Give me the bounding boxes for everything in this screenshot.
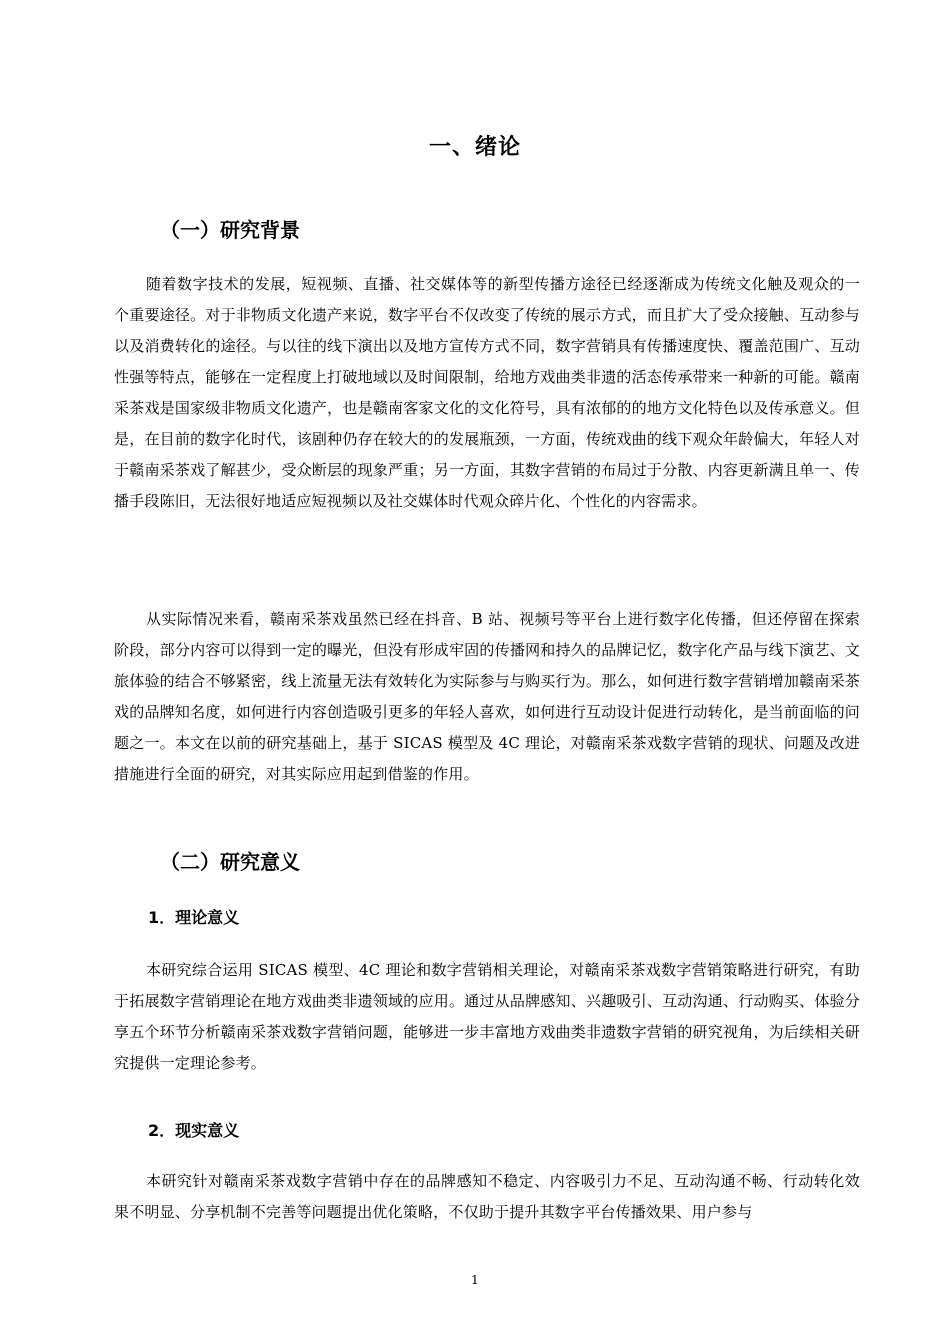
background-paragraph-1: 随着数字技术的发展，短视频、直播、社交媒体等的新型传播方途径已经逐渐成为传统文化触及观众的一个重要途径。对于非物质文化遗产来说，数字平台不仅改变了传统的展示方式，而且扩大了受众接触、互动参与以及消费转化的途径。与以往的线下演出以及地方宣传方式不同，数字营销具有传播速度快、覆盖范围广、互动性强等特点，能够在一定程度上打破地域以及时间限制，给地方戏曲类非遗的活态传承带来一种新的可能。赣南采茶戏是国家级非物质文化遗产，也是赣南客家文化的文化符号，具有浓郁的的地方文化特色以及传承意义。但是，在目前的数字化时代，该剧种仍存在较大的的发展瓶颈，一方面，传统戏曲的线下观众年龄偏大，年轻人对于赣南采茶戏了解甚少，受众断层的现象严重；另一方面，其数字营销的布局过于分散、内容更新满且单一、传播手段陈旧，无法很好地适应短视频以及社交媒体时代观众碎片化、个性化的内容需求。	[114, 275, 860, 510]
subsection-heading-theory: 1．理论意义	[148, 908, 240, 927]
page-number: 1	[471, 1273, 479, 1287]
theory-paragraph: 本研究综合运用 SICAS 模型、4C 理论和数字营销相关理论，对赣南采茶戏数字营销策略进行研究，有助于拓展数字营销理论在地方戏曲类非遗领域的应用。通过从品牌感知、兴趣吸引、互动沟通、行动购买、体验分享五个环节分析赣南采茶戏数字营销问题，能够进一步丰富地方戏曲类非遗数字营销的研究视角，为后续相关研究提供一定理论参考。	[114, 961, 860, 1072]
section-heading-significance: （二）研究意义	[160, 850, 300, 874]
subsection-heading-practice: 2．现实意义	[148, 1121, 240, 1140]
background-paragraph-2: 从实际情况来看，赣南采茶戏虽然已经在抖音、B 站、视频号等平台上进行数字化传播，但还停留在探索阶段，部分内容可以得到一定的曝光，但没有形成牢固的传播网和持久的品牌记忆，数字化产品与线下演艺、文旅体验的结合不够紧密，线上流量无法有效转化为实际参与与购买行为。那么，如何进行数字营销增加赣南采茶戏的品牌知名度，如何进行内容创造吸引更多的年轻人喜欢，如何进行互动设计促进行动转化，是当前面临的问题之一。本文在以前的研究基础上，基于 SICAS 模型及 4C 理论，对赣南采茶戏数字营销的现状、问题及改进措施进行全面的研究，对其实际应用起到借鉴的作用。	[114, 610, 860, 783]
section-heading-background: （一）研究背景	[160, 218, 300, 242]
practice-paragraph: 本研究针对赣南采茶戏数字营销中存在的品牌感知不稳定、内容吸引力不足、互动沟通不畅、行动转化效果不明显、分享机制不完善等问题提出优化策略，不仅助于提升其数字平台传播效果、用户参与	[114, 1172, 860, 1221]
chapter-title: 一、绪论	[428, 135, 521, 160]
